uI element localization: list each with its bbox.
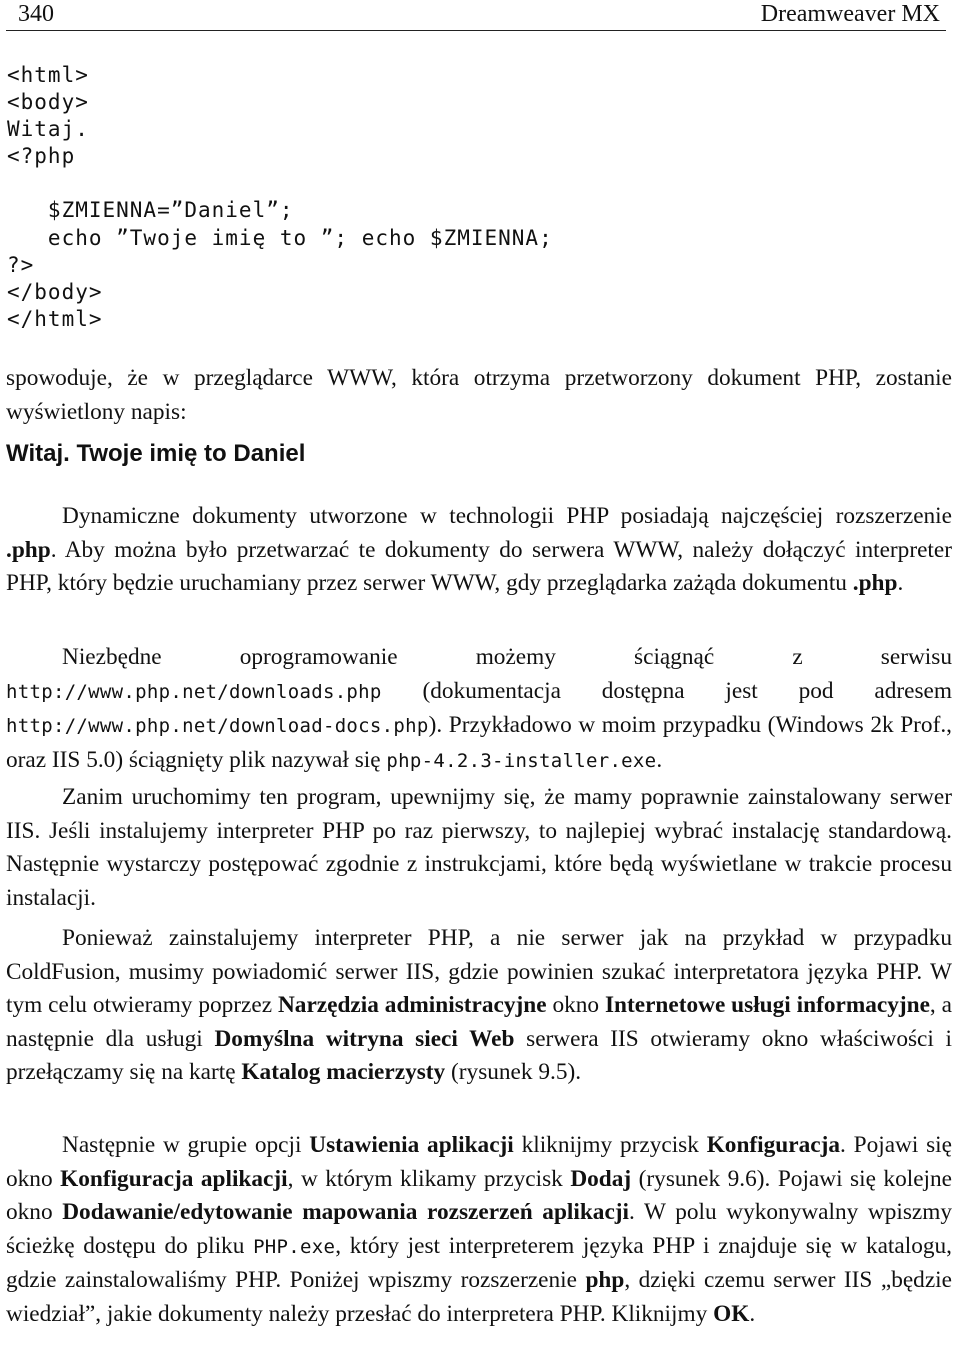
text-span: Niezbędne oprogramowanie możemy ściągnąć z serwisu <box>62 644 952 670</box>
bold-term: .php <box>6 536 51 563</box>
rendered-output: Witaj. Twoje imię to Daniel <box>6 440 306 467</box>
text-span: kliknijmy przycisk <box>513 1132 707 1158</box>
text-span: serwera IIS otwieramy okno właściwości i przełączamy się na kartę <box>6 1025 953 1086</box>
page-header <box>6 0 946 31</box>
paragraph-intro: spowoduje, że w przeglądarce WWW, która otrzyma przetworzony dokument PHP, zostanie wyświetlony napis: <box>6 365 952 425</box>
text-span: , a następnie dla usługi <box>6 992 952 1052</box>
bold-term: Internetowe usługi informacyjne <box>604 992 930 1019</box>
text-span: . W polu wykonywalny wpiszmy ścieżkę dostępu do pliku <box>6 1199 953 1259</box>
bold-term: OK <box>713 1300 750 1327</box>
text-span: . Aby można było przetwarzać te dokumenty do serwera WWW, należy dołączyć interpreter PHP, który będzie uruchamiany przez serwer WWW, gdy przeglądarka zażąda dokumentu <box>6 536 952 597</box>
paragraph-php-extension <box>6 500 952 601</box>
bold-term: Dodaj <box>570 1165 632 1192</box>
bold-term: Konfiguracja aplikacji <box>60 1165 288 1192</box>
text-span: Następnie w grupie opcji <box>62 1132 310 1158</box>
bold-term: php <box>585 1267 625 1294</box>
paragraph-download <box>6 641 952 778</box>
paragraph-mapping <box>6 1129 952 1332</box>
docs-url: http://www.php.net/download-docs.php <box>6 715 429 738</box>
text-span: , dzięki czemu serwer IIS „będzie wiedział”, jakie dokumenty należy przesłać do interpretera PHP. Kliknijmy <box>6 1267 952 1327</box>
text-span: (rysunek 9.5). <box>445 1059 582 1086</box>
bold-term: Narzędzia administracyjne <box>277 992 547 1019</box>
download-url: http://www.php.net/downloads.php <box>6 680 382 703</box>
code-listing: <html> <body> Witaj. <?php $ZMIENNA=”Daniel”; echo ”Twoje imię to ”; echo $ZMIENNA; ?> </body> </html> <box>7 63 553 331</box>
text-span: okno <box>546 992 605 1019</box>
bold-term: .php <box>852 570 898 597</box>
text-span: , w którym klikamy przycisk <box>287 1165 571 1192</box>
text-span: . <box>897 570 904 597</box>
installer-filename: php-4.2.3-installer.exe <box>386 749 657 772</box>
bold-term: Katalog macierzysty <box>241 1059 446 1086</box>
page-number: 340 <box>18 1 54 27</box>
text-span: Dynamiczne dokumenty utworzone w technologii PHP posiadają najczęściej rozszerzenie <box>62 503 952 529</box>
text-span: . <box>749 1300 756 1327</box>
text-span: (rysunek 9.6). Pojawi się kolejne okno <box>6 1165 953 1226</box>
paragraph-install: Zanim uruchomimy ten program, upewnijmy się, że mamy poprawnie zainstalowany serwer IIS. Jeśli instalujemy interpreter PHP po raz pierwszy, to najlepiej wybrać instalację standardową. Następnie wystarczy postępować zgodnie z instrukcjami, które będą wyświetlane w trakcie procesu instalacji. <box>6 784 952 911</box>
text-span: (dokumentacja dostępna jest pod adresem <box>381 677 952 704</box>
bold-term: Ustawienia aplikacji <box>309 1132 514 1158</box>
text-span: ). Przykładowo w moim przypadku (Windows 2k Prof., oraz IIS 5.0) ściągnięty plik nazywał się <box>6 712 952 773</box>
bold-term: Konfiguracja <box>706 1132 840 1158</box>
bold-term: Dodawanie/edytowanie mapowania rozszerzeń aplikacji <box>62 1199 630 1226</box>
running-title: Dreamweaver MX <box>760 1 940 27</box>
text-span: Ponieważ zainstalujemy interpreter PHP, a nie serwer jak na przykład w przypadku ColdFusion, musimy powiadomić serwer IIS, gdzie powinien szukać interpretatora języka PHP. W tym celu otwieramy poprzez <box>6 925 952 1019</box>
exe-filename: PHP.exe <box>253 1235 336 1258</box>
text-span: . <box>656 746 663 773</box>
text-span: . Pojawi się okno <box>6 1132 952 1192</box>
bold-term: Domyślna witryna sieci Web <box>214 1025 515 1052</box>
text-span: , który jest interpreterem języka PHP i znajduje się w katalogu, gdzie zainstalowaliśmy PHP. Poniżej wpiszmy rozszerzenie <box>6 1232 952 1294</box>
paragraph-iis-config <box>6 922 952 1090</box>
